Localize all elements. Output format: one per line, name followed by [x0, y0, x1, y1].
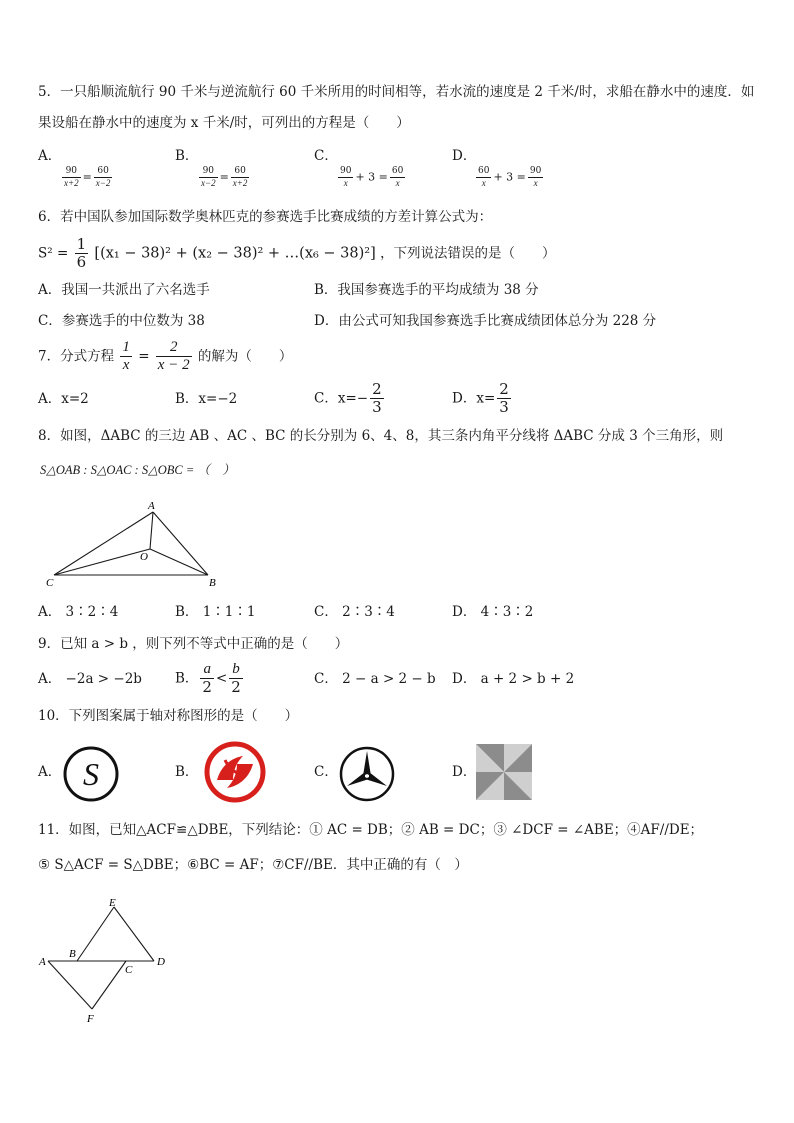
q10-letter-d: D． [452, 764, 477, 780]
q11-label-a: A [39, 956, 46, 968]
q9-option-a: A． −2a > −2b [38, 671, 142, 687]
q7-right-fraction [156, 339, 192, 375]
q5-rnum: 60 [94, 166, 113, 177]
q11-line-fc [92, 961, 126, 1009]
q11-label-c: C [125, 964, 133, 976]
q5-option-left-fraction [199, 166, 218, 188]
q7-option-d-letter: D． [452, 390, 477, 407]
q5-option-b [175, 148, 251, 188]
q7-option-a-text: x=2 [61, 391, 89, 407]
q9-option-b-lden: 2 [202, 678, 212, 697]
q10-option-c-three-point-star-icon [338, 745, 396, 803]
q8-side-ab [153, 512, 208, 575]
q5-option-right-fraction [390, 166, 405, 188]
q10-letter-a: A． [38, 764, 62, 780]
q8-label-o: O [140, 551, 148, 563]
q8-side-ca [54, 512, 153, 575]
q7-option-d-text: x= [476, 390, 496, 407]
q5-option-letter: B． [175, 148, 199, 164]
q7-option-d-num: 2 [499, 380, 509, 398]
q6-formula-body: [(x₁ − 38)² + (x₂ − 38)² + …(x₆ − 38)²] [94, 245, 376, 262]
q9-option-b-rnum: b [229, 661, 243, 679]
q5-option-right-fraction [528, 166, 543, 188]
q5-op: + 3 = [493, 170, 526, 184]
q7-eq: = [138, 348, 150, 365]
q5-option-a [38, 148, 114, 188]
q11-line-af [48, 961, 92, 1009]
q9-stem: 9．已知 a > b ，则下列不等式中正确的是（ ） [38, 636, 349, 652]
q5-op: + 3 = [355, 170, 388, 184]
q10-stem: 10．下列图案属于轴对称图形的是（ ） [38, 708, 299, 724]
q7-left-den: x [122, 357, 130, 374]
q5-lnum: 90 [62, 166, 81, 177]
q8-ratio: S△OAB : S△OAC : S△OBC = （ ） [40, 463, 235, 477]
q9-option-d: D． a + 2 > b + 2 [452, 671, 575, 687]
q8-bisector-b [150, 549, 208, 575]
q9-option-b [175, 661, 245, 697]
q7-option-c-num: 2 [372, 380, 382, 398]
q5-option-equation [197, 166, 251, 188]
q8-label-c: C [46, 577, 54, 589]
q7-option-b-text: x=−2 [198, 391, 238, 407]
q6-option-b: B．我国参赛选手的平均成绩为 38 分 [314, 282, 539, 298]
q5-rden: x [533, 177, 538, 188]
q11-congruent-triangles-figure [36, 895, 186, 1025]
q5-rnum: 60 [231, 166, 250, 177]
q5-option-right-fraction [94, 166, 113, 188]
q11-label-d: D [157, 956, 165, 968]
q10-option-a-glyph: S [83, 756, 99, 792]
q5-option-left-fraction [62, 166, 81, 188]
q7-option-c-text: x=− [337, 390, 369, 407]
q6-option-c: C．参赛选手的中位数为 38 [38, 313, 205, 329]
q11-stem-line2: ⑤ S△ACF = S△DBE；⑥BC = AF；⑦CF//BE．其中正确的有（ ） [38, 857, 468, 873]
q9-option-b-letter: B． [175, 670, 199, 687]
q5-op: = [219, 170, 229, 184]
q8-option-d: D． 4∶3∶2 [452, 604, 534, 620]
q6-formula-lead: S² = [38, 245, 69, 262]
q9-option-b-lnum: a [200, 661, 214, 679]
q5-rnum: 60 [391, 166, 404, 177]
q8-label-b: B [209, 577, 216, 589]
q9-option-b-op: < [215, 670, 228, 687]
q5-lden: x [481, 177, 486, 188]
q7-stem-lead: 7．分式方程 [38, 348, 115, 365]
q5-stem-line2: 果设船在静水中的速度为 x 千米/时，可列出的方程是（ ） [38, 115, 410, 131]
q5-lden: x [343, 177, 348, 188]
q5-lden: x+2 [64, 177, 79, 188]
q7-option-c-letter: C． [314, 390, 338, 407]
q5-stem-line1: 5．一只船顺流航行 90 千米与逆流航行 60 千米所用的时间相等，若水流的速度是 2 千米/时，求船在静水中的速度．如 [38, 84, 755, 100]
q6-stem: 6．若中国队参加国际数学奥林匹克的参赛选手比赛成绩的方差计算公式为： [38, 209, 493, 225]
q11-label-b: B [69, 948, 76, 960]
q8-option-c: C． 2∶3∶4 [314, 604, 395, 620]
q5-option-equation [336, 166, 407, 188]
q6-formula-fraction [75, 236, 89, 272]
q8-bisector-c [54, 549, 150, 575]
q8-bisector-a [150, 512, 153, 549]
q7-right-num: 2 [156, 339, 192, 357]
q9-option-b-right-fraction [229, 661, 243, 697]
q6-formula-num: 1 [76, 235, 87, 253]
q10-option-a-s-circle-icon [62, 745, 120, 803]
q7-option-c [314, 381, 386, 417]
q11-label-f: F [87, 1013, 94, 1025]
q11-stem-line1: 11．如图，已知△ACF≌△DBE，下列结论：① AC = DB；② AB = DC；③ ∠DCF = ∠ABE；④AF//DE； [38, 822, 704, 838]
q7-stem [38, 339, 292, 375]
q7-stem-tail: 的解为（ ） [197, 348, 293, 365]
q7-option-b-letter: B． [175, 391, 199, 407]
q9-option-b-left-fraction [200, 661, 214, 697]
q5-lden: x−2 [201, 177, 216, 188]
q6-formula-tail: ，下列说法错误的是（ ） [380, 245, 556, 262]
q7-left-num: 1 [120, 339, 132, 357]
q10-letter-c: C． [314, 764, 338, 780]
q8-label-a: A [148, 500, 155, 512]
q5-rnum: 90 [529, 166, 542, 177]
q5-option-left-fraction [338, 166, 353, 188]
q5-option-letter: A． [38, 148, 62, 164]
q8-option-b: B． 1∶1∶1 [175, 604, 256, 620]
q8-option-a: A． 3∶2∶4 [38, 604, 119, 620]
q8-stem: 8．如图，ΔABC 的三边 AB 、AC 、BC 的长分别为 6、4、8，其三条内角平分线将 ΔABC 分成 3 个三角形，则 [38, 428, 724, 444]
q5-option-equation [60, 166, 114, 188]
q10-option-b-red-logo-icon [203, 740, 267, 804]
q5-option-left-fraction [476, 166, 491, 188]
q6-option-d: D．由公式可知我国参赛选手比赛成绩团体总分为 228 分 [314, 313, 657, 329]
q5-option-right-fraction [231, 166, 250, 188]
q9-option-c: C． 2 − a > 2 − b [314, 671, 436, 687]
q11-line-be [77, 907, 114, 961]
q11-label-e: E [109, 897, 116, 909]
q5-rden: x [395, 177, 400, 188]
q7-option-d-den: 3 [499, 398, 509, 417]
q5-option-letter: C． [314, 148, 338, 164]
q7-option-a-letter: A． [38, 391, 62, 407]
q5-option-equation [474, 166, 545, 188]
q9-option-b-rden: 2 [231, 678, 241, 697]
q5-lnum: 60 [478, 166, 490, 177]
q7-option-c-fraction [370, 381, 384, 417]
q5-rden: x+2 [232, 177, 248, 188]
q5-rden: x−2 [95, 177, 111, 188]
q10-option-d-pinwheel-icon [476, 744, 532, 800]
q6-formula [38, 236, 556, 272]
q8-triangle-figure [40, 495, 230, 595]
q7-right-den: x − 2 [157, 357, 190, 374]
q10-letter-b: B． [175, 764, 199, 780]
q7-option-d-fraction [497, 381, 511, 417]
q5-option-letter: D． [452, 148, 477, 164]
q5-lnum: 90 [199, 166, 218, 177]
q7-option-a [38, 391, 89, 407]
q6-option-a: A．我国一共派出了六名选手 [38, 282, 210, 298]
q7-left-fraction [120, 339, 132, 375]
q11-line-ed [114, 907, 154, 961]
q7-option-c-den: 3 [372, 398, 382, 417]
q6-formula-den: 6 [76, 253, 87, 272]
q5-lnum: 90 [340, 166, 352, 177]
q5-op: = [82, 170, 92, 184]
q5-option-c [314, 148, 407, 188]
q7-option-b [175, 391, 237, 407]
q7-option-d [452, 381, 513, 417]
q5-option-d [452, 148, 545, 188]
